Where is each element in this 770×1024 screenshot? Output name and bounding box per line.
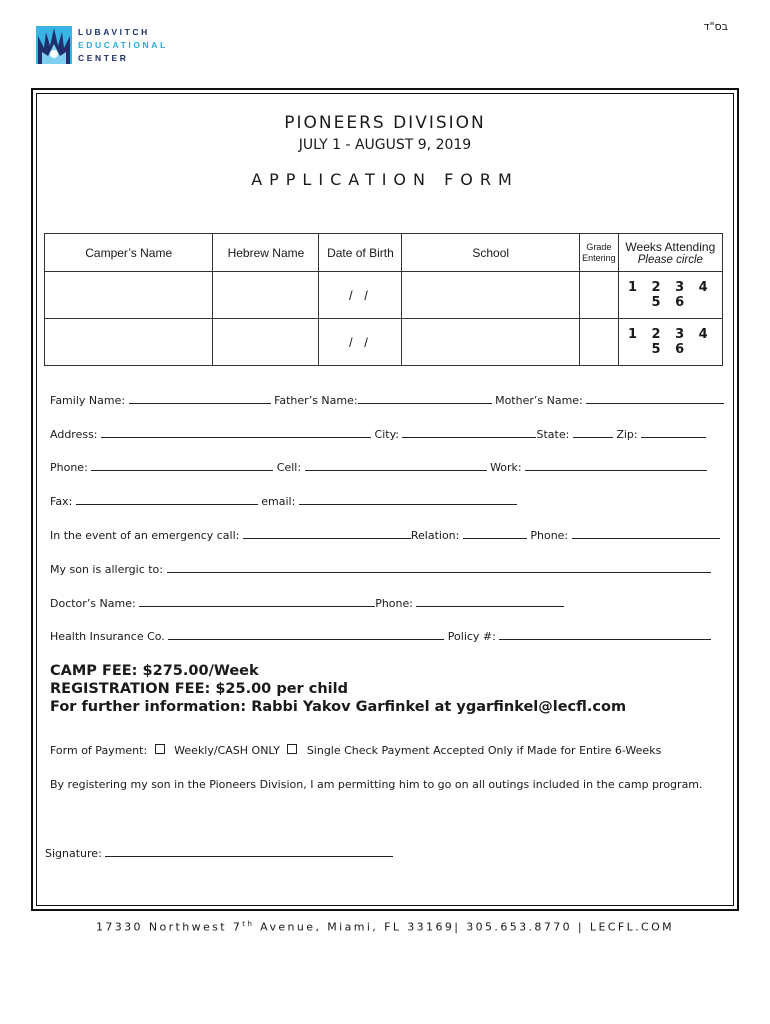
doctor-field[interactable] xyxy=(139,596,375,607)
email-field[interactable] xyxy=(299,494,517,505)
logo-line-3: CENTER xyxy=(78,53,129,63)
insurance-line xyxy=(50,629,711,643)
cell-label: Cell: xyxy=(276,461,302,474)
footer-address xyxy=(0,920,770,934)
doctor-label: Doctor’s Name: xyxy=(50,597,136,610)
weekly-cash-checkbox[interactable] xyxy=(155,744,165,754)
school-cell[interactable] xyxy=(402,319,580,366)
registration-fee: REGISTRATION FEE: $25.00 per child xyxy=(50,681,348,697)
header-campers-name: Camper’s Name xyxy=(45,234,213,272)
consent-text: By registering my son in the Pioneers Division, I am permitting him to go on all outings included in the camp program. xyxy=(50,778,703,791)
insurance-label: Health Insurance Co. xyxy=(50,630,165,643)
state-field[interactable] xyxy=(573,427,613,438)
single-check-checkbox[interactable] xyxy=(287,744,297,754)
emergency-field[interactable] xyxy=(243,528,411,539)
fax-field[interactable] xyxy=(76,494,258,505)
grade-cell[interactable] xyxy=(580,272,619,319)
family-line xyxy=(50,393,724,407)
single-check-label: Single Check Payment Accepted Only if Made for Entire 6-Weeks xyxy=(306,744,662,757)
city-label: City: xyxy=(374,428,399,441)
division-title: PIONEERS DIVISION xyxy=(284,113,486,133)
doctor-phone-label: Phone: xyxy=(375,597,413,610)
cell-field[interactable] xyxy=(305,460,487,471)
relation-field[interactable] xyxy=(463,528,527,539)
emergency-label: In the event of an emergency call: xyxy=(50,529,240,542)
emergency-phone-field[interactable] xyxy=(572,528,720,539)
header-grade-entering xyxy=(580,234,619,272)
work-field[interactable] xyxy=(525,460,707,471)
camp-fee: CAMP FEE: $275.00/Week xyxy=(50,663,259,679)
further-info: For further information: Rabbi Yakov Garfinkel at ygarfinkel@lecfl.com xyxy=(50,699,627,715)
school-cell[interactable] xyxy=(402,272,580,319)
payment-line xyxy=(50,744,661,757)
dates-title: JULY 1 - AUGUST 9, 2019 xyxy=(298,137,472,153)
hebrew-header: בס"ד xyxy=(703,20,728,33)
table-row xyxy=(45,319,723,366)
family-name-field[interactable] xyxy=(129,393,271,404)
mothers-name-label: Mother’s Name: xyxy=(495,394,583,407)
address-field[interactable] xyxy=(101,427,371,438)
fathers-name-field[interactable] xyxy=(358,393,492,404)
fees-block xyxy=(50,662,626,716)
header-hebrew-name: Hebrew Name xyxy=(213,234,319,272)
zip-field[interactable] xyxy=(641,427,706,438)
header-weeks-line1: Weeks Attending xyxy=(625,239,716,254)
signature-line xyxy=(45,846,393,860)
emergency-line xyxy=(50,528,720,542)
city-field[interactable] xyxy=(402,427,536,438)
fax-label: Fax: xyxy=(50,495,73,508)
allergic-field[interactable] xyxy=(167,562,711,573)
campers-name-cell[interactable] xyxy=(45,272,213,319)
weekly-cash-label: Weekly/CASH ONLY xyxy=(174,744,280,757)
relation-label: Relation: xyxy=(410,529,460,542)
weeks-cell[interactable]: 1 2 3 4 5 6 xyxy=(618,272,722,319)
table-header-row xyxy=(45,234,723,272)
policy-field[interactable] xyxy=(499,629,711,640)
fathers-name-label: Father’s Name: xyxy=(274,394,358,407)
emergency-phone-label: Phone: xyxy=(530,529,569,542)
table-row xyxy=(45,272,723,319)
allergy-line xyxy=(50,562,711,576)
header-weeks-attending xyxy=(618,234,722,272)
address-line xyxy=(50,427,706,441)
header-grade-line2: Entering xyxy=(582,252,616,263)
date-of-birth-cell[interactable]: / / xyxy=(319,272,402,319)
header-weeks-line2: Please circle xyxy=(637,253,703,266)
phone-field[interactable] xyxy=(91,460,273,471)
logo xyxy=(36,26,168,65)
allergic-label: My son is allergic to: xyxy=(50,563,163,576)
logo-line-1: LUBAVITCH xyxy=(78,27,150,37)
weeks-cell[interactable]: 1 2 3 4 5 6 xyxy=(618,319,722,366)
phone-line xyxy=(50,460,707,474)
date-of-birth-cell[interactable]: / / xyxy=(319,319,402,366)
zip-label: Zip: xyxy=(616,428,638,441)
insurance-field[interactable] xyxy=(168,629,444,640)
signature-field[interactable] xyxy=(105,846,393,857)
doctor-phone-field[interactable] xyxy=(416,596,564,607)
work-label: Work: xyxy=(490,461,522,474)
header-date-of-birth: Date of Birth xyxy=(319,234,402,272)
email-label: email: xyxy=(261,495,296,508)
footer-address-post: Avenue, Miami, FL 33169| 305.653.8770 | LECFL.COM xyxy=(254,920,675,934)
footer-address-pre: 17330 Northwest 7 xyxy=(95,920,243,934)
hebrew-name-cell[interactable] xyxy=(213,319,319,366)
header-school: School xyxy=(402,234,580,272)
payment-label: Form of Payment: xyxy=(50,744,148,757)
flame-logo-icon xyxy=(36,26,72,64)
doctor-line xyxy=(50,596,564,610)
campers-table xyxy=(44,233,723,366)
signature-label: Signature: xyxy=(45,847,102,860)
state-label: State: xyxy=(536,428,570,441)
fax-line xyxy=(50,494,517,508)
hebrew-name-cell[interactable] xyxy=(213,272,319,319)
campers-name-cell[interactable] xyxy=(45,319,213,366)
family-name-label: Family Name: xyxy=(50,394,126,407)
form-title: APPLICATION FORM xyxy=(251,170,519,189)
grade-cell[interactable] xyxy=(580,319,619,366)
phone-label: Phone: xyxy=(50,461,88,474)
header-grade-line1: Grade xyxy=(586,241,612,252)
footer-address-sup: th xyxy=(242,920,255,928)
logo-line-2: EDUCATIONAL xyxy=(78,40,168,50)
address-label: Address: xyxy=(50,428,98,441)
policy-label: Policy #: xyxy=(447,630,496,643)
mothers-name-field[interactable] xyxy=(586,393,724,404)
